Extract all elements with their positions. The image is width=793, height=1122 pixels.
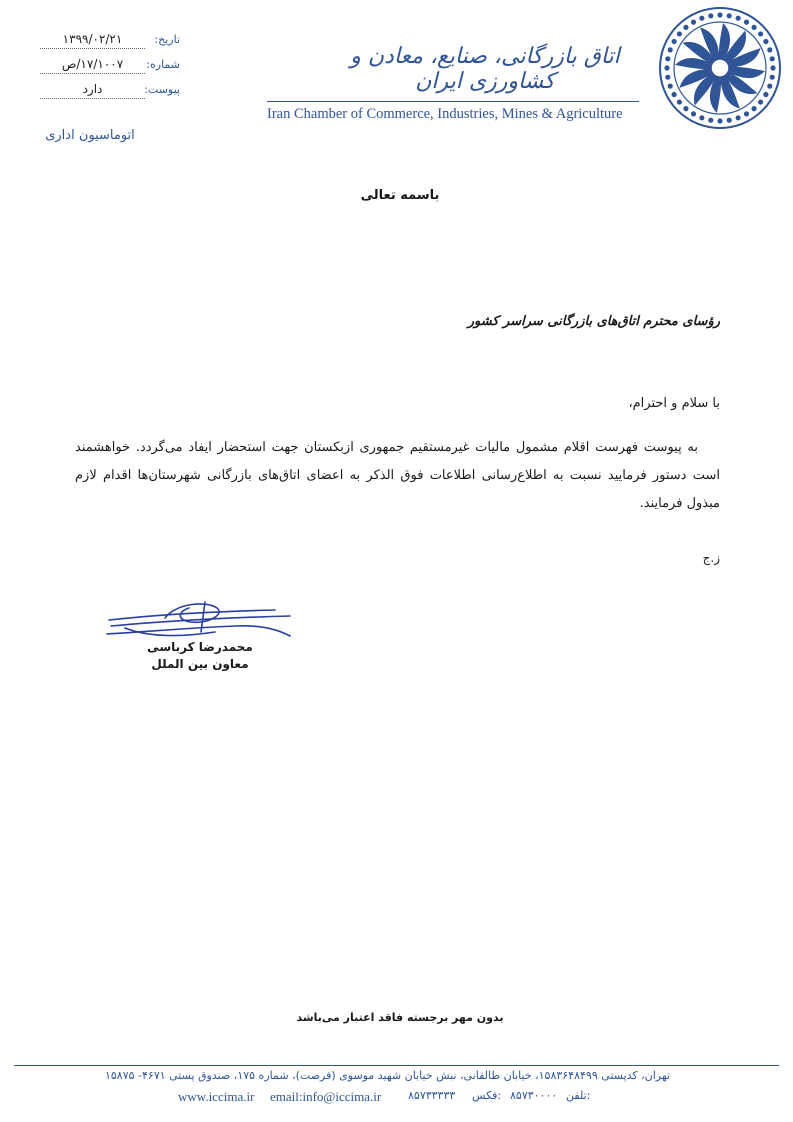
attachment-value: دارد xyxy=(40,83,145,99)
email-link[interactable]: email:info@iccima.ir xyxy=(270,1089,382,1104)
phone-label: تلفن: xyxy=(566,1089,591,1102)
emblem-dot xyxy=(677,99,682,104)
letter-body: به پیوست فهرست اقلام مشمول مالیات غیرمستقیم جمهوری ازبکستان جهت استحضار ایفاد می‌گردد. خواهشمند است دستور فرمایید نسبت به اطلاع‌رسانی اطلاعات فوق الذکر به اعضای اتاق‌های بازرگانی شهرستان‌ها اقدام لازم مبذول فرمایند. xyxy=(75,440,720,511)
date-field xyxy=(40,33,180,53)
emblem-dot xyxy=(664,65,669,70)
footer-contact-row xyxy=(170,1089,590,1107)
footer-divider xyxy=(14,1065,779,1066)
emblem-dot xyxy=(683,25,688,30)
emblem-dot xyxy=(708,13,713,18)
attachment-field xyxy=(40,83,180,103)
emblem-dot xyxy=(751,25,756,30)
date-label: تاریخ: xyxy=(154,33,180,46)
emblem-dot xyxy=(770,65,775,70)
emblem-dot xyxy=(665,56,670,61)
emblem-dot xyxy=(665,75,670,80)
emblem-dot xyxy=(758,31,763,36)
chamber-name-en: Iran Chamber of Commerce, Industries, Mines & Agriculture xyxy=(267,106,623,122)
seal-notice: بدون مهر برجسته فاقد اعتبار می‌باشد xyxy=(296,1011,504,1024)
date-value: ۱۳۹۹/۰۲/۲۱ xyxy=(40,33,145,49)
fax-number: ۸۵۷۳۳۳۳۳ xyxy=(408,1089,456,1102)
emblem-dot xyxy=(717,12,722,17)
emblem-dot xyxy=(699,115,704,120)
chamber-name-fa: اتاق بازرگانی، صنایع، معادن و کشاورزی ایران xyxy=(350,44,620,94)
emblem-dot xyxy=(672,92,677,97)
emblem-dot xyxy=(744,20,749,25)
recipient: رؤسای محترم اتاق‌های بازرگانی سراسر کشور xyxy=(467,314,720,329)
fax-label: فکس: xyxy=(472,1089,502,1102)
greeting: با سلام و احترام، xyxy=(628,396,720,411)
emblem-dot xyxy=(717,118,722,123)
website-link[interactable]: www.iccima.ir xyxy=(178,1089,255,1104)
initials: ز.ج xyxy=(702,551,720,565)
iccima-emblem-icon xyxy=(657,5,783,131)
emblem-dot xyxy=(699,16,704,21)
emblem-dot xyxy=(744,111,749,116)
emblem-dot xyxy=(672,39,677,44)
emblem-dot xyxy=(691,111,696,116)
emblem-dot xyxy=(683,106,688,111)
emblem-dot xyxy=(763,39,768,44)
emblem-dot xyxy=(767,47,772,52)
signatory-title: معاون بین الملل xyxy=(151,657,249,671)
emblem-dot xyxy=(770,75,775,80)
emblem-dot xyxy=(668,84,673,89)
emblem-dot xyxy=(758,99,763,104)
phone-number: ۸۵۷۳۰۰۰۰ xyxy=(510,1089,558,1102)
emblem-dot xyxy=(677,31,682,36)
header-divider xyxy=(267,101,639,102)
emblem-dot xyxy=(736,115,741,120)
emblem-dot xyxy=(736,16,741,21)
emblem-dot xyxy=(691,20,696,25)
number-value: ۱۷/۱۰۰۷/ص xyxy=(40,58,145,74)
salutation: باسمه تعالی xyxy=(360,188,440,203)
emblem-dot xyxy=(770,56,775,61)
attachment-label: پیوست: xyxy=(144,83,180,96)
signature-strokes xyxy=(105,598,295,646)
emblem-dot xyxy=(708,118,713,123)
number-field xyxy=(40,58,180,78)
emblem-dot xyxy=(668,47,673,52)
signatory-name: محمدرضا کرباسی xyxy=(147,640,253,654)
handwritten-signature-icon xyxy=(105,598,295,646)
iccima-emblem-graphic xyxy=(657,5,783,131)
footer-address: تهران، کدپستی ۱۵۸۳۶۴۸۴۹۹، خیابان طالقانی، نبش خیابان شهید موسوی (فرصت)، شماره ۱۷۵، صندوق پستی ۴۶۷۱- ۱۵۸۷۵ xyxy=(104,1069,670,1082)
emblem-dot xyxy=(727,13,732,18)
number-label: شماره: xyxy=(146,58,180,71)
department-label: اتوماسیون اداری xyxy=(45,128,135,143)
emblem-dot xyxy=(763,92,768,97)
emblem-dot xyxy=(727,118,732,123)
emblem-dot xyxy=(767,84,772,89)
emblem-dot xyxy=(751,106,756,111)
